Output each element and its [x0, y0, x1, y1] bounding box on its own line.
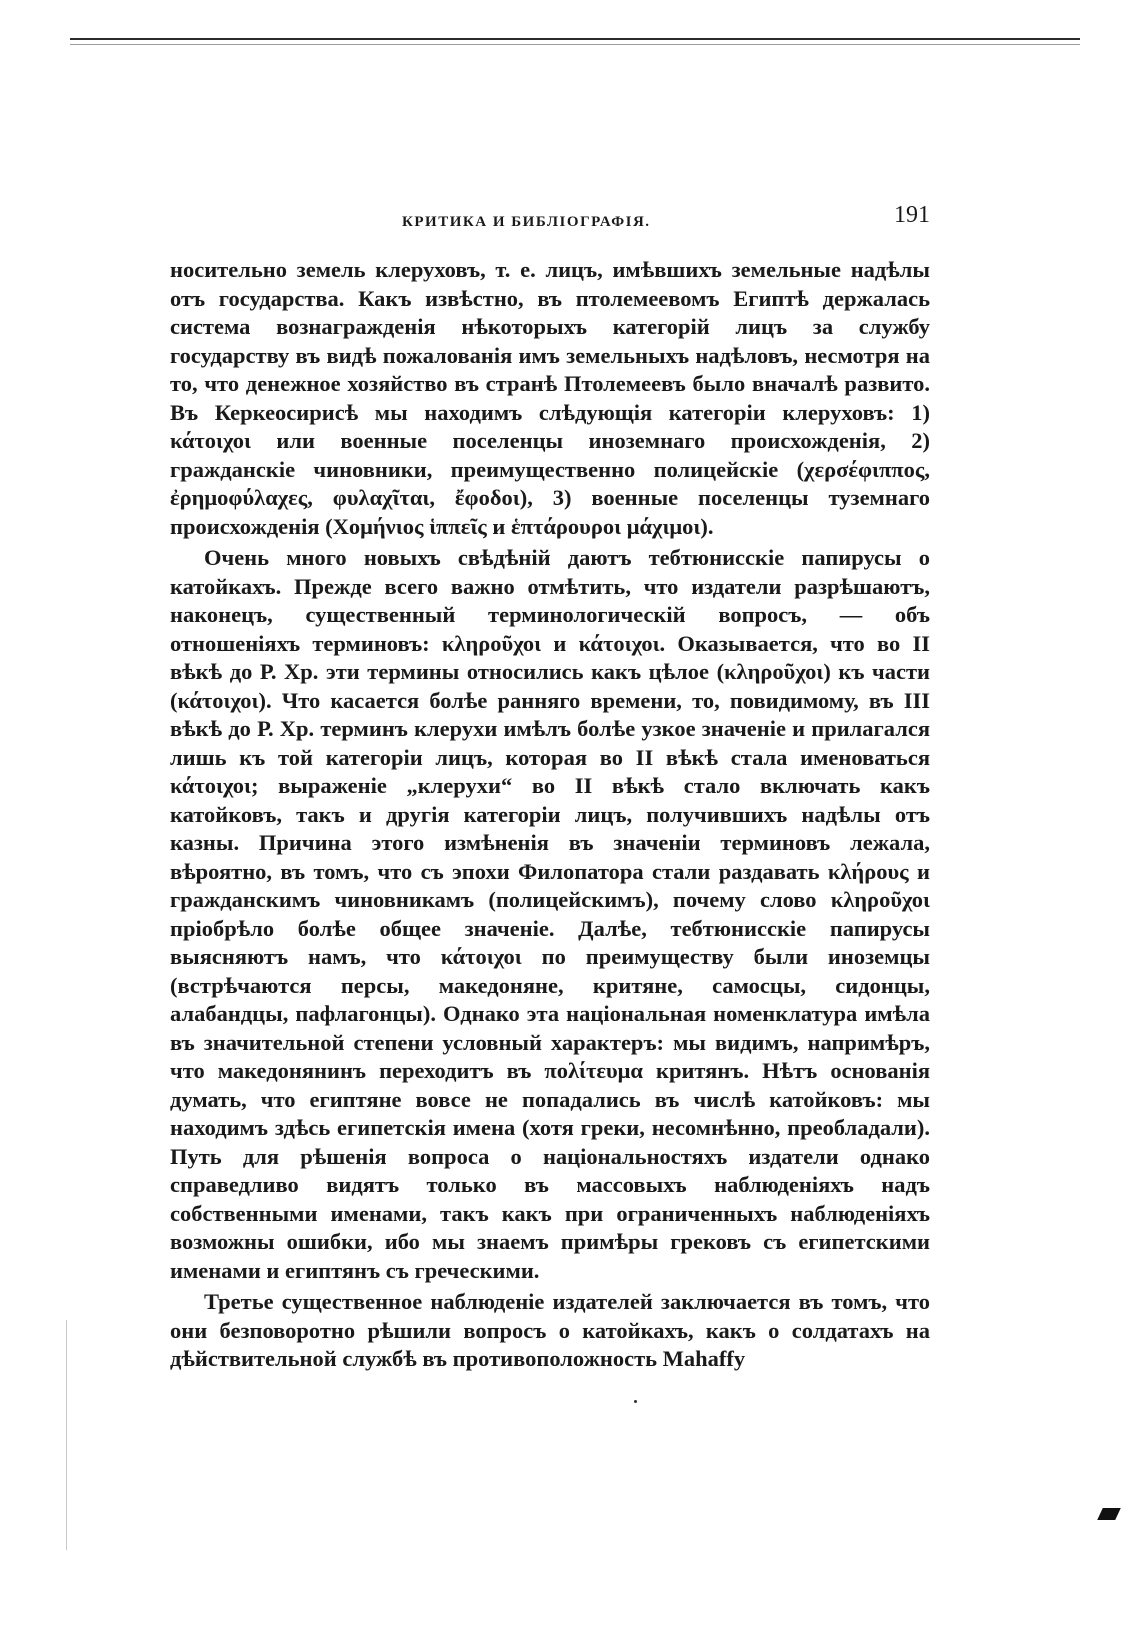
top-border-rule-thin — [70, 44, 1080, 45]
running-title: КРИТИКА И БИБЛІОГРАФІЯ. — [402, 214, 651, 230]
body-text — [170, 256, 930, 1374]
page-header — [170, 202, 930, 242]
paragraph-2: Очень много новыхъ свѣдѣній даютъ тебтюнисскіе папирусы о катойкахъ. Прежде всего важно отмѣтить, что издатели разрѣшаютъ, наконецъ, существенный терминологическій вопросъ, — объ отношеніяхъ терминовъ: κληροῦχοι и κάτοιχοι. Оказывается, что во II вѣкѣ до Р. Хр. эти термины относились какъ цѣлое (κληροῦχοι) къ части (κάτοιχοι). Что касается болѣе ранняго времени, то, повидимому, въ III вѣкѣ до Р. Хр. терминъ клерухи имѣлъ болѣе узкое значеніе и прилагался лишь къ той категоріи лицъ, которая во II вѣкѣ стала именоваться κάτοιχοι; выраженіе „клерухи“ во II вѣкѣ стало включать какъ катойковъ, такъ и другія категоріи лицъ, получившихъ надѣлы отъ казны. Причина этого измѣненія въ значеніи терминовъ лежала, вѣроятно, въ томъ, что съ эпохи Филопатора стали раздавать κλήρους и гражданскимъ чиновникамъ (полицейскимъ), почему слово κληροῦχοι пріобрѣло болѣе общее значеніе. Далѣе, тебтюнисскіе папирусы выясняютъ намъ, что κάτοιχοι по преимуществу были иноземцы (встрѣчаются персы, македоняне, критяне, самосцы, сидонцы, алабандцы, пафлагонцы). Однако эта національная номенклатура имѣла въ значительной степени условный характеръ: мы видимъ, напримѣръ, что македонянинъ переходитъ въ πολίτευμα критянъ. Нѣтъ основанія думать, что египтяне вовсе не попадались въ числѣ катойковъ: мы находимъ здѣсь египетскія имена (хотя греки, несомнѣнно, преобладали). Путь для рѣшенія вопроса о національностяхъ издатели однако справедливо видятъ только въ массовыхъ наблюденіяхъ надъ собственными именами, такъ какъ при ограниченныхъ наблюденіяхъ возможны ошибки, ибо мы знаемъ примѣры грековъ съ египетскими именами и египтянъ съ греческими. — [170, 545, 930, 1283]
scan-speck — [634, 1400, 637, 1403]
top-border-rule — [70, 38, 1080, 40]
page-number: 191 — [894, 202, 930, 228]
paragraph-1: носительно земель клеруховъ, т. е. лицъ, имѣвшихъ земельные надѣлы отъ государства. Какъ извѣстно, въ птолемеевомъ Египтѣ держалась система вознагражденія нѣкоторыхъ категорій лицъ за службу государству въ видѣ пожалованія имъ земельныхъ надѣловъ, несмотря на то, что денежное хозяйство въ странѣ Птолемеевъ было вначалѣ развито. Въ Керкеосирисѣ мы находимъ слѣдующія категоріи клеруховъ: 1) κάτοιχοι или военные поселенцы иноземнаго происхожденія, 2) гражданскіе чиновники, преимущественно полицейскіе (χερσέφιππος, ἐρημοφύλαχες, φυλαχῖται, ἔφοδοι), 3) военные поселенцы туземнаго происхожденія (Χομήνιος ἱππεῖς и ἑπτάρουροι μάχιμοι). — [170, 257, 930, 539]
scan-edge-line — [66, 1320, 67, 1550]
margin-ink-mark — [1097, 1508, 1121, 1520]
paragraph-3: Третье существенное наблюденіе издателей заключается въ томъ, что они безповоротно рѣшили вопросъ о катойкахъ, какъ о солдатахъ на дѣйствительной службѣ въ противоположность Mahaffy — [170, 1289, 930, 1371]
